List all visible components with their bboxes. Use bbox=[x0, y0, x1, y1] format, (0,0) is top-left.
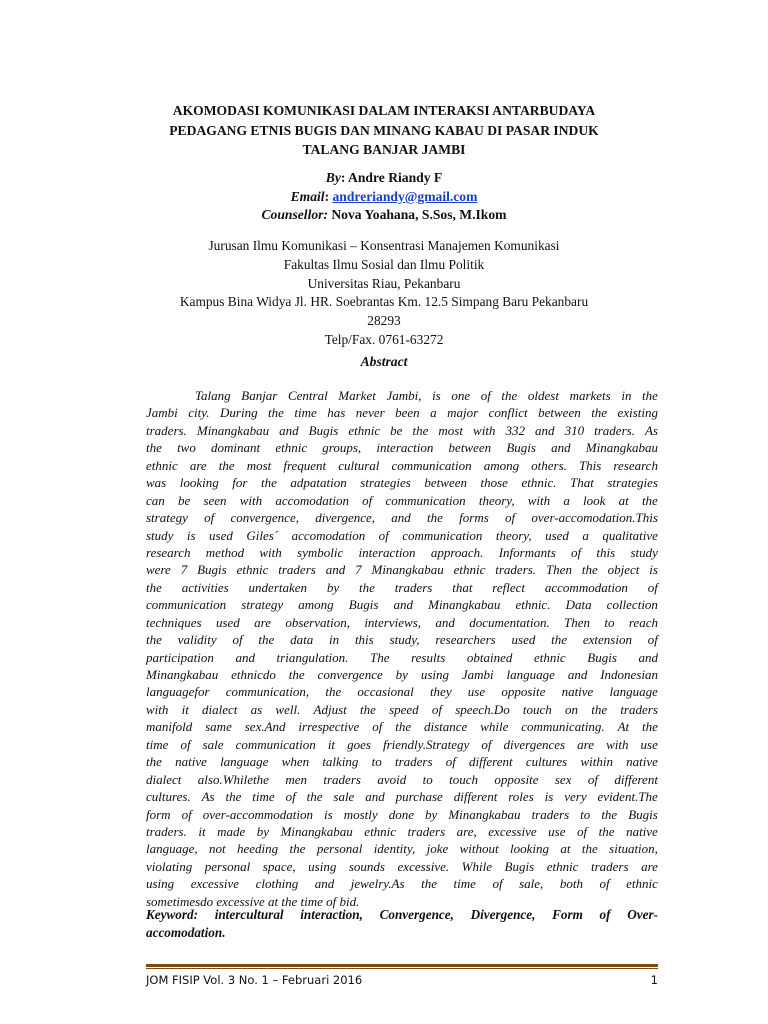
abstract-line: ethnic are the most frequent cultural communication among others. This research bbox=[146, 457, 658, 473]
abstract-line: the native language when talking to traders of different cultures within native bbox=[146, 754, 658, 770]
author-line bbox=[130, 169, 638, 188]
author-label: By bbox=[325, 170, 341, 185]
email-label: Email bbox=[290, 188, 325, 204]
abstract-line: cultures. As the time of the sale and purchase different roles is very evident.The bbox=[146, 789, 658, 805]
counsellor-label: Counsellor: bbox=[261, 207, 328, 222]
abstract-line: dialect also.Whilethe men traders avoid to touch opposite sex of different bbox=[146, 771, 658, 787]
affiliation-phone: Telp/Fax. 0761-63272 bbox=[324, 331, 444, 347]
abstract-line: the two dominant ethnic groups, interaction between Bugis and Minangkabau bbox=[146, 440, 658, 456]
paper-title bbox=[130, 101, 638, 160]
footer-rule-thin bbox=[146, 968, 658, 969]
email-separator: : bbox=[324, 188, 333, 204]
abstract-line: sometimesdo excessive at the time of bid. bbox=[146, 893, 360, 909]
abstract-line: study is used Giles´ accomodation of communication theory, used a qualitative bbox=[146, 527, 658, 543]
journal-citation: JOM FISIP Vol. 3 No. 1 – Februari 2016 bbox=[146, 973, 363, 987]
title-line-3: TALANG BANJAR JAMBI bbox=[302, 142, 466, 157]
abstract-line: using excessive clothing and jewelry.As the time of sale, both of ethnic bbox=[146, 876, 658, 892]
abstract-line: language, not heeding the personal identity, joke without looking at the situation, bbox=[146, 841, 658, 857]
abstract-line: time of sale communication it goes friendly.Strategy of divergences are with use bbox=[146, 736, 658, 752]
abstract-line: traders. Minangkabau and Bugis ethnic be the most with 332 and 310 traders. As bbox=[146, 422, 658, 438]
abstract-line: Minangkabau ethnicdo the convergence by using Jambi language and Indonesian bbox=[146, 667, 658, 682]
abstract-body bbox=[146, 387, 658, 910]
abstract-heading: Abstract bbox=[360, 354, 408, 369]
affiliation-faculty: Fakultas Ilmu Sosial dan Ilmu Politik bbox=[283, 256, 485, 272]
email-link[interactable]: andreriandy@gmail.com bbox=[332, 188, 478, 204]
affiliation-address: Kampus Bina Widya Jl. HR. Soebrantas Km. 12.5 Simpang Baru Pekanbaru bbox=[179, 294, 589, 310]
footer-rule-thick bbox=[146, 964, 658, 967]
abstract-line: strategy of convergence, divergence, and the forms of over-accomodation.This bbox=[146, 510, 658, 526]
affiliation-department: Jurusan Ilmu Komunikasi – Konsentrasi Manajemen Komunikasi bbox=[208, 238, 560, 253]
affiliation-block bbox=[110, 237, 658, 350]
abstract-line: Jambi city. During the time has never been a major conflict between the existing bbox=[146, 405, 658, 421]
abstract-line: traders. it made by Minangkabau ethnic traders are, excessive use of the native bbox=[146, 823, 658, 839]
abstract-line: violating personal space, using sounds excessive. While Bugis ethnic traders are bbox=[146, 858, 658, 874]
abstract-line: Talang Banjar Central Market Jambi, is one of the oldest markets in the bbox=[195, 388, 658, 403]
abstract-line: the validity of the data in this study, researchers used the extension of bbox=[146, 632, 658, 648]
keywords-line: accomodation. bbox=[146, 925, 226, 940]
abstract-line: communication strategy among Bugis and Minangkabau ethnic. Data collection bbox=[146, 597, 658, 613]
counsellor-name: Nova Yoahana, S.Sos, M.Ikom bbox=[327, 207, 507, 222]
author-block bbox=[130, 169, 638, 225]
title-line-1: AKOMODASI KOMUNIKASI DALAM INTERAKSI ANTARBUDAYA bbox=[172, 103, 596, 118]
abstract-line: techniques used are observation, interviews, and documentation. Then to reach bbox=[146, 614, 658, 630]
keywords-line: Keyword: intercultural interaction, Convergence, Divergence, Form of Over- bbox=[146, 907, 658, 922]
abstract-line: were 7 Bugis ethnic traders and 7 Minangkabau ethnic traders. Then the object is bbox=[146, 562, 658, 578]
page-footer bbox=[146, 973, 658, 987]
abstract-line: was looking for the adpatation strategies between those ethnic. That strategies bbox=[146, 475, 658, 491]
title-line-2: PEDAGANG ETNIS BUGIS DAN MINANG KABAU DI PASAR INDUK bbox=[169, 122, 599, 138]
abstract-line: the activities undertaken by the traders that reflect accommodation of bbox=[146, 579, 658, 595]
abstract-line: with it dialect as well. Adjust the speed of speech.Do touch on the traders bbox=[146, 701, 658, 717]
page-number: 1 bbox=[650, 973, 658, 987]
affiliation-postcode: 28293 bbox=[367, 313, 401, 329]
counsellor-line bbox=[130, 206, 638, 225]
email-line bbox=[130, 188, 638, 207]
abstract-line: research method with symbolic interaction approach. Informants of this study bbox=[146, 544, 658, 560]
keywords bbox=[146, 906, 658, 942]
affiliation-university: Universitas Riau, Pekanbaru bbox=[307, 275, 461, 291]
abstract-line: can be seen with accomodation of communication theory, with a look at the bbox=[146, 492, 658, 508]
abstract-line: manifold same sex.And irrespective of the distance while communicating. At the bbox=[146, 719, 658, 735]
abstract-line: form of over-accommodation is mostly done by Minangkabau traders to the Bugis bbox=[146, 806, 658, 822]
author-name: : Andre Riandy F bbox=[340, 170, 443, 185]
abstract-line: languagefor communication, the occasional they use opposite native language bbox=[146, 684, 658, 700]
abstract-line: participation and triangulation. The results obtained ethnic Bugis and bbox=[146, 649, 658, 665]
